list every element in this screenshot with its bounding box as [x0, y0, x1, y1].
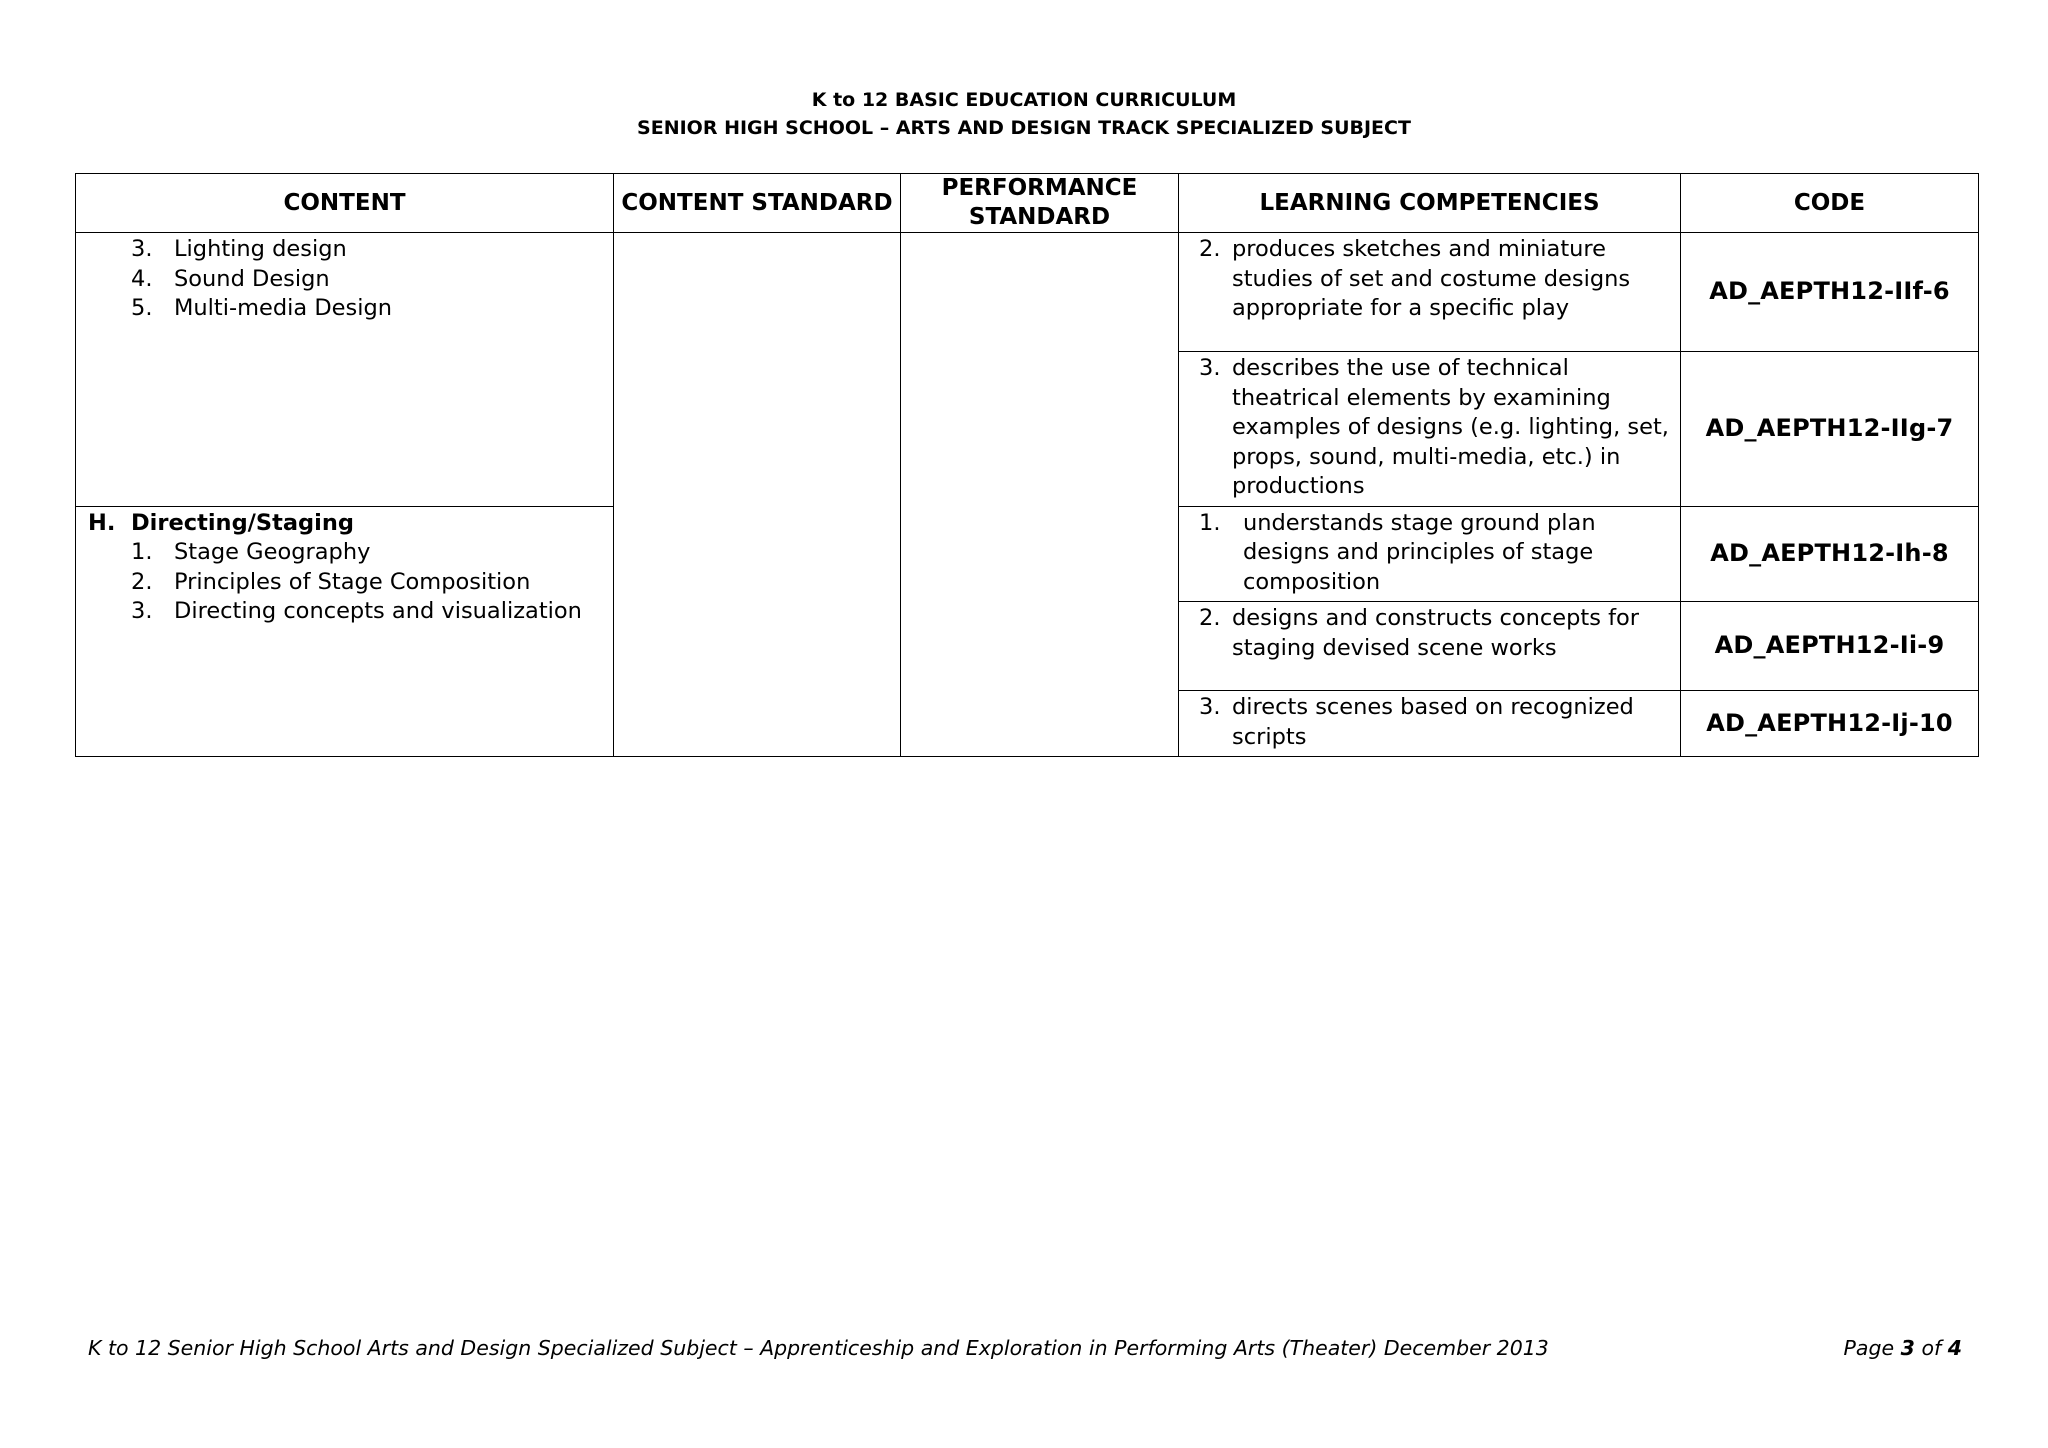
list-item: 3. Directing concepts and visualization	[131, 598, 582, 624]
list-item: 2. Principles of Stage Composition	[131, 568, 531, 595]
list-item: 4. Sound Design	[131, 265, 330, 292]
competency-code: AD_AEPTH12-IIg-7	[1681, 352, 1979, 507]
competency-cell	[1179, 352, 1681, 507]
header-subtitle: SENIOR HIGH SCHOOL – ARTS AND DESIGN TRACK SPECIALIZED SUBJECT	[637, 117, 1411, 139]
table-row	[76, 233, 1979, 352]
competency-cell	[1179, 506, 1681, 602]
content-standard-cell	[614, 233, 901, 757]
list-item: 1. Stage Geography	[131, 539, 371, 565]
competency-number: 3.	[1199, 694, 1221, 720]
competency-code: AD_AEPTH12-Ih-8	[1681, 506, 1979, 602]
column-header-content: CONTENT	[76, 174, 614, 233]
column-header-code: CODE	[1681, 174, 1979, 233]
table-header-row	[76, 174, 1979, 233]
competency-code: AD_AEPTH12-IIf-6	[1681, 233, 1979, 352]
column-header-learning-competencies: LEARNING COMPETENCIES	[1179, 174, 1681, 233]
competency-text: designs and constructs concepts for staging devised scene works	[1232, 605, 1640, 661]
footer-document-title: K to 12 Senior High School Arts and Design Specialized Subject – Apprenticeship and Exploration in Performing Arts (Theater) December 2013	[88, 1336, 1549, 1360]
competency-number: 2.	[1199, 605, 1221, 631]
competency-number: 3.	[1199, 355, 1221, 381]
content-cell-directing	[76, 506, 614, 757]
column-header-performance-standard: PERFORMANCE STANDARD	[901, 174, 1179, 233]
list-item: 3. Lighting design	[131, 236, 347, 262]
page-number: Page 3 of 4	[1843, 1336, 1962, 1360]
page-total: 4	[1947, 1336, 1962, 1360]
competency-text: directs scenes based on recognized scripts	[1232, 694, 1634, 750]
competency-text: describes the use of technical theatrical elements by examining examples of designs (e.g. lighting, set, props, sound, multi-media, etc.) in productions	[1232, 355, 1669, 499]
competency-text: produces sketches and miniature studies of set and costume designs appropriate for a specific play	[1232, 236, 1631, 321]
column-header-content-standard: CONTENT STANDARD	[614, 174, 901, 233]
competency-text: understands stage ground plan designs and principles of stage composition	[1243, 509, 1596, 595]
performance-standard-cell	[901, 233, 1179, 757]
competency-code: AD_AEPTH12-Ij-10	[1681, 691, 1979, 757]
competency-number: 2.	[1199, 236, 1221, 262]
list-item: 5. Multi-media Design	[131, 295, 393, 321]
competency-number: 1.	[1199, 509, 1221, 536]
page-footer	[88, 1336, 1962, 1360]
page-current: 3	[1900, 1336, 1915, 1360]
competency-cell	[1179, 691, 1681, 757]
competency-code: AD_AEPTH12-Ii-9	[1681, 602, 1979, 691]
curriculum-table	[75, 173, 1979, 757]
content-heading: H. Directing/Staging	[88, 509, 354, 536]
document-header	[0, 86, 2048, 142]
header-title: K to 12 BASIC EDUCATION CURRICULUM	[811, 89, 1237, 111]
competency-cell	[1179, 233, 1681, 352]
content-cell-design	[76, 233, 614, 507]
competency-cell	[1179, 602, 1681, 691]
